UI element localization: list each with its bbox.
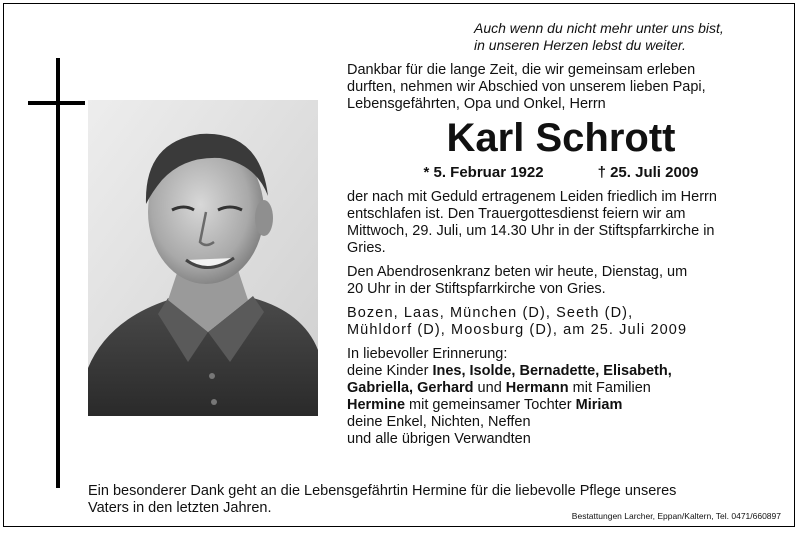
conjunction: und: [473, 380, 506, 396]
birth-date: * 5. Februar 1922: [423, 164, 544, 181]
notice-line: der nach mit Geduld ertragenem Leiden friedlich im Herrn: [347, 189, 717, 205]
intro-line: Dankbar für die lange Zeit, die wir gemeinsam erleben: [347, 62, 696, 78]
families-text: mit Familien: [568, 380, 651, 396]
partner-name: Hermine: [347, 397, 406, 413]
notice-line: Mittwoch, 29. Juli, um 14.30 Uhr in der Stiftspfarrkirche in: [347, 223, 715, 239]
rosary-line: Den Abendrosenkranz beten wir heute, Dienstag, um: [347, 264, 688, 280]
quote-line: Auch wenn du nicht mehr unter uns bist,: [474, 20, 724, 36]
death-date: † 25. Juli 2009: [597, 164, 699, 181]
intro-line: durften, nehmen wir Abschied von unserem lieben Papi,: [347, 79, 706, 95]
children-names: Ines, Isolde, Bernadette, Elisabeth,: [432, 363, 672, 379]
thanks-line: Ein besonderer Dank geht an die Lebensgefährtin Hermine für die liebevolle Pflege unseres: [88, 483, 677, 499]
memorial-quote: [474, 20, 724, 54]
partner-line: [347, 397, 775, 414]
children-names: Gabriella, Gerhard: [347, 380, 474, 396]
intro-line: Lebensgefährten, Opa und Onkel, Herrn: [347, 96, 606, 112]
quote-line: in unseren Herzen lebst du weiter.: [474, 37, 686, 53]
relatives-line: und alle übrigen Verwandten: [347, 431, 531, 447]
daughter-name: Miriam: [575, 397, 623, 413]
partner-text: mit gemeinsamer Tochter: [405, 397, 576, 413]
obituary-notice: [3, 3, 795, 527]
children-line: [347, 380, 775, 397]
notice-line: entschlafen ist. Den Trauergottesdienst feiern wir am: [347, 206, 686, 222]
rosary-line: 20 Uhr in der Stiftspfarrkirche von Gries.: [347, 281, 606, 297]
children-names: Hermann: [505, 380, 569, 396]
cross-vertical-bar: [56, 58, 60, 488]
place-date-line: Mühldorf (D), Moosburg (D), am 25. Juli 2009: [347, 322, 688, 338]
notice-line: Gries.: [347, 240, 386, 256]
children-prefix: deine Kinder: [347, 363, 433, 379]
deceased-name: Karl Schrott: [446, 116, 676, 160]
place-line: Bozen, Laas, München (D), Seeth (D),: [347, 305, 634, 321]
mourners-heading: In liebevoller Erinnerung:: [347, 346, 508, 362]
cross-horizontal-bar: [28, 101, 85, 105]
children-line: [347, 363, 775, 380]
portrait-photo: [88, 100, 318, 416]
notice-body: [347, 62, 775, 448]
funeral-home-imprint: Bestattungen Larcher, Eppan/Kaltern, Tel. 0471/660897: [571, 511, 781, 521]
life-dates: [347, 163, 775, 182]
thanks-line: Vaters in den letzten Jahren.: [88, 500, 272, 516]
grandchildren-line: deine Enkel, Nichten, Neffen: [347, 414, 531, 430]
